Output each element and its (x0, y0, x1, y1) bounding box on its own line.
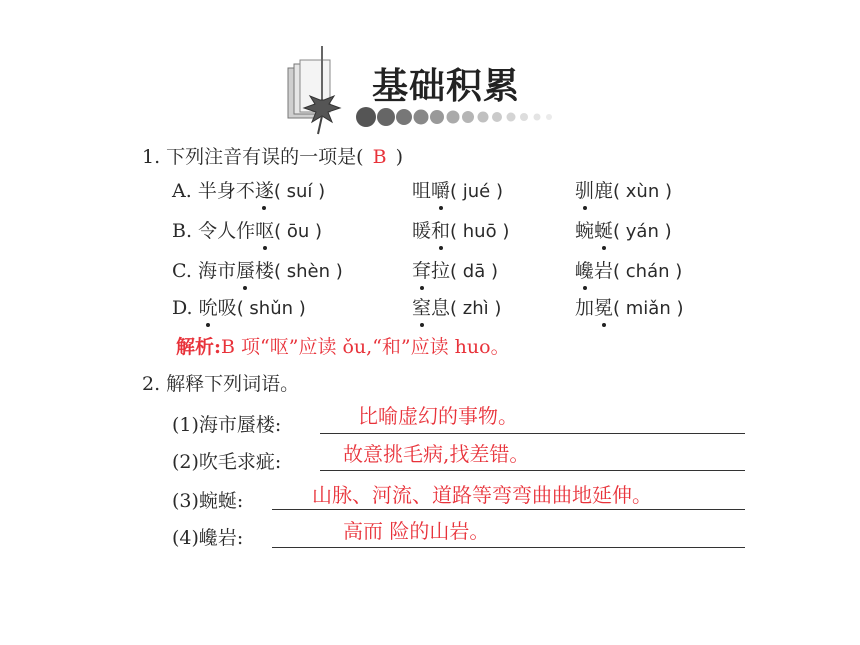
analysis-label: 解析: (176, 336, 222, 358)
answer-line (320, 433, 745, 434)
term-answer: 高而 险的山岩。 (343, 519, 490, 543)
term-answer: 山脉、河流、道路等弯弯曲曲地延伸。 (312, 483, 652, 507)
question-1-answer: B (372, 146, 387, 168)
term-answer: 比喻虚幻的事物。 (358, 404, 518, 428)
term-label: (1)海市蜃楼: (172, 414, 282, 436)
option-d-word-1: D. 吮吸( shǔn ) (172, 293, 306, 320)
option-a-word-3: 驯鹿( xùn ) (575, 176, 672, 203)
option-d-word-2: 窒息( zhì ) (412, 293, 501, 320)
section-title: 基础积累 (372, 66, 521, 107)
analysis (176, 332, 510, 359)
analysis-text: B 项“呕”应读 ǒu,“和”应读 huo。 (221, 336, 510, 358)
option-b-word-3: 蜿蜒( yán ) (575, 216, 672, 243)
term-label: (2)吹毛求疵: (172, 451, 282, 473)
option-c-word-3: 巉岩( chán ) (575, 256, 682, 283)
option-c-word-1: C. 海市蜃楼( shèn ) (172, 256, 343, 283)
term-label: (4)巉岩: (172, 527, 244, 549)
option-a-word-1: A. 半身不遂( suí ) (172, 176, 325, 203)
option-c-word-2: 耷拉( dā ) (412, 256, 498, 283)
book-maple-leaf-icon (282, 42, 357, 137)
question-1-stem: 1. 下列注音有误的一项是( B ) (142, 146, 404, 168)
term-answer: 故意挑毛病,找差错。 (343, 442, 530, 466)
option-d-word-3: 加冕( miǎn ) (575, 293, 684, 320)
answer-line (320, 470, 745, 471)
answer-line (272, 509, 745, 510)
dots-decoration (356, 106, 566, 128)
option-b-word-2: 暖和( huō ) (412, 216, 509, 243)
answer-line (272, 547, 745, 548)
term-label: (3)蜿蜒: (172, 490, 244, 512)
option-b-word-1: B. 令人作呕( ōu ) (172, 216, 322, 243)
option-a-word-2: 咀嚼( jué ) (412, 176, 503, 203)
question-2-stem: 2. 解释下列词语。 (142, 373, 300, 395)
